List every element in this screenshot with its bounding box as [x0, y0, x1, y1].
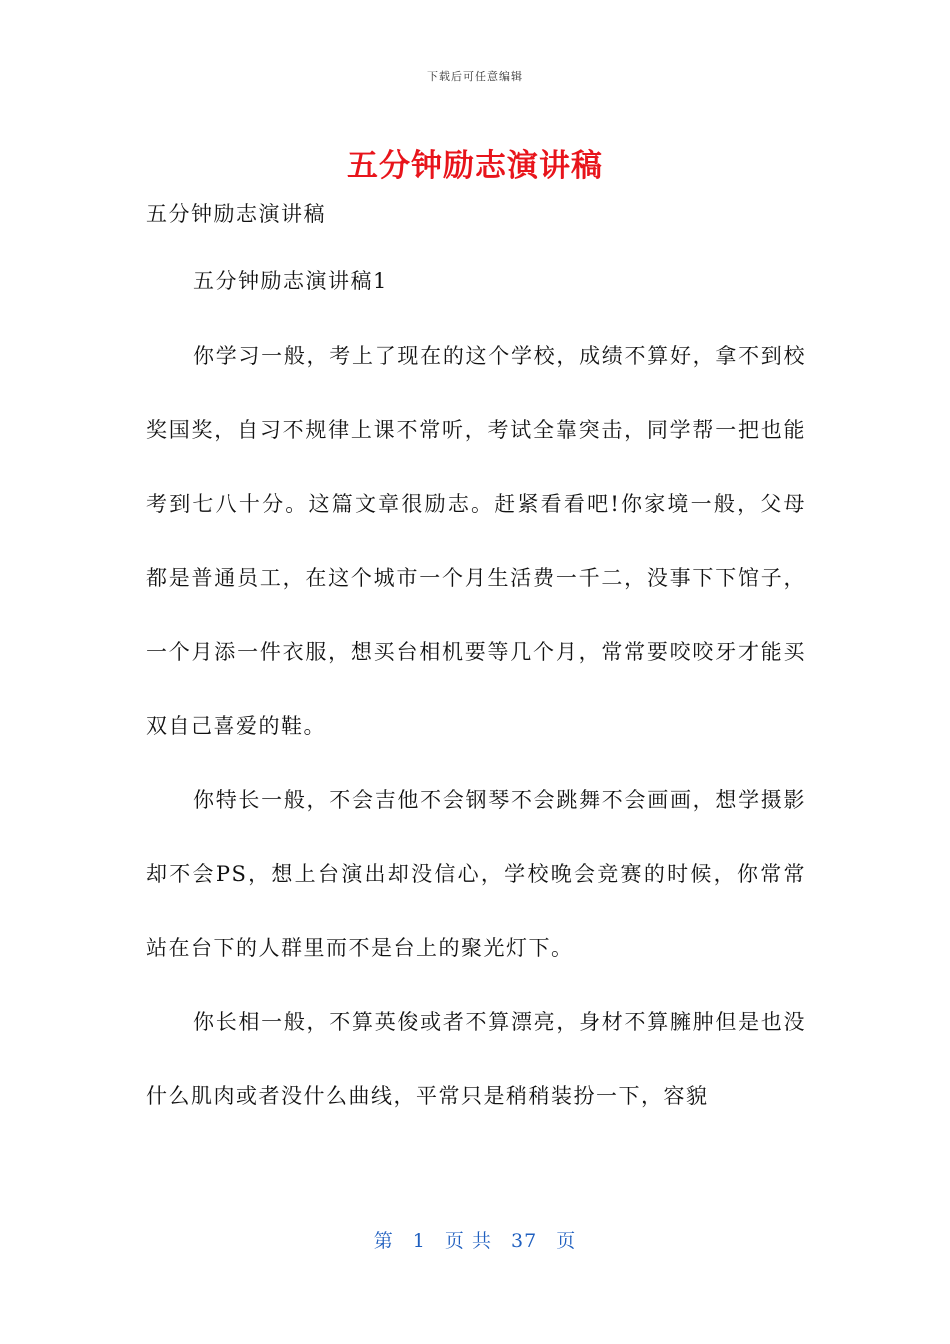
section-heading: 五分钟励志演讲稿1	[193, 269, 388, 293]
footer-suffix: 页	[556, 1230, 577, 1252]
paragraph-1: 你学习一般，考上了现在的这个学校，成绩不算好，拿不到校奖国奖，自习不规律上课不常听，考试全靠突击，同学帮一把也能考到七八十分。这篇文章很励志。赶紧看看吧!你家境一般，父母都是普通员工，在这个城市一个月生活费一千二，没事下下馆子，一个月添一件衣服，想买台相机要等几个月，常常要咬咬牙才能买双自己喜爱的鞋。	[146, 344, 806, 738]
footer-total-pages: 37	[511, 1230, 538, 1252]
paragraph-3: 你长相一般，不算英俊或者不算漂亮，身材不算臃肿但是也没什么肌肉或者没什么曲线，平常只是稍稍装扮一下，容貌	[146, 1010, 806, 1108]
paragraph-2: 你特长一般，不会吉他不会钢琴不会跳舞不会画画，想学摄影却不会PS，想上台演出却没信心，学校晚会竞赛的时候，你常常站在台下的人群里而不是台上的聚光灯下。	[146, 788, 806, 960]
page-footer	[0, 1226, 950, 1253]
footer-prefix: 第	[373, 1230, 394, 1252]
header-note: 下载后可任意编辑	[427, 70, 523, 83]
document-title: 五分钟励志演讲稿	[347, 148, 603, 184]
document-body	[146, 196, 806, 1133]
footer-current-page: 1	[412, 1230, 426, 1252]
document-subtitle: 五分钟励志演讲稿	[146, 202, 326, 226]
footer-middle: 页 共	[444, 1230, 492, 1252]
